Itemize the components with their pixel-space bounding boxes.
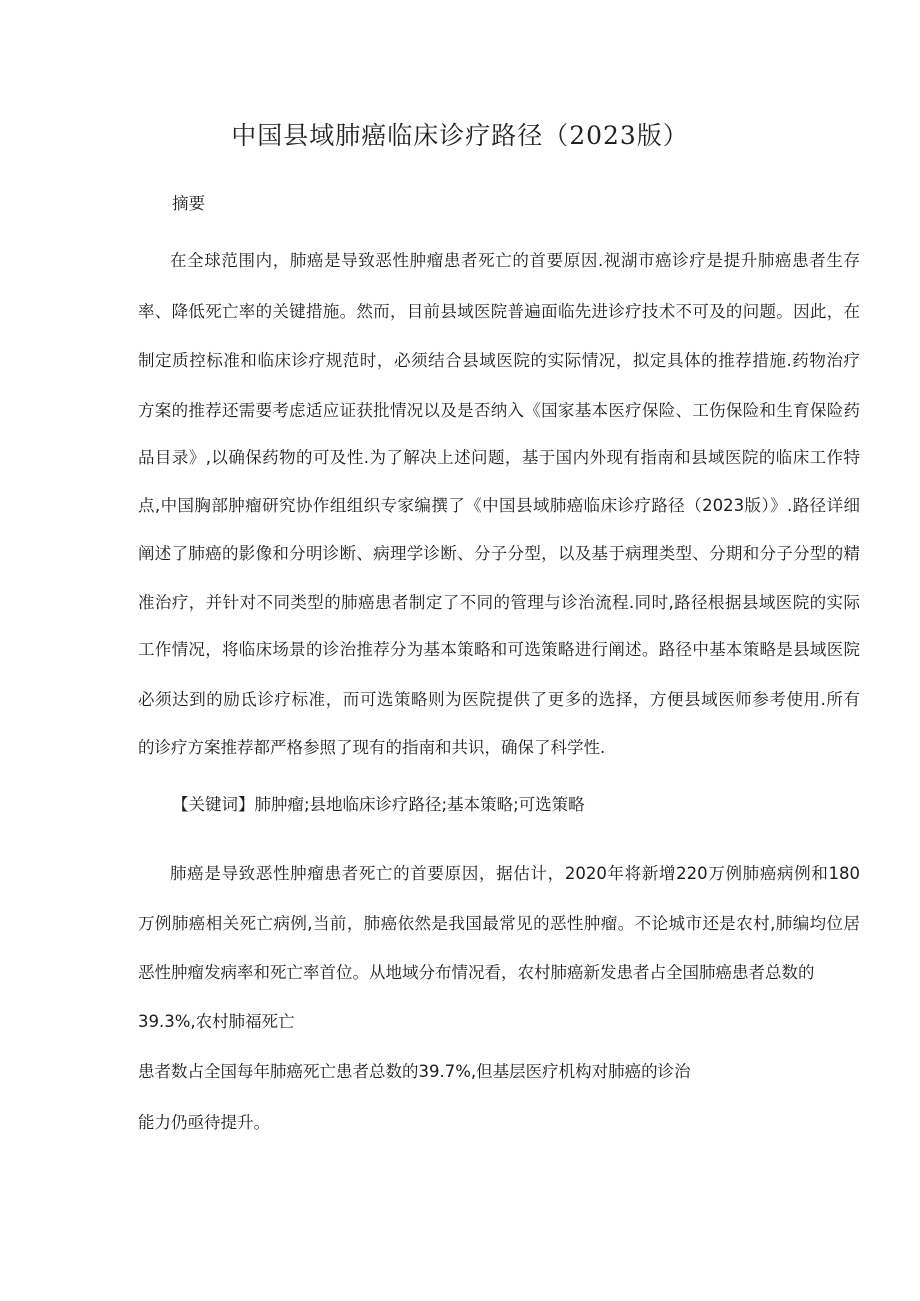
keywords-line: 【关键词】肺肿瘤;县地临床诊疗路径;基本策略;可选策略 (172, 795, 585, 814)
abstract-line: 点,中国胸部肿瘤研究协作组组织专家编撰了《中国县域肺癌临床诊疗路径（2023版）》.路径详细 (138, 496, 860, 515)
abstract-line: 必须达到的励氐诊疗标准，而可选策略则为医院提供了更多的选择，方便县域医师参考使用.所有 (138, 690, 860, 709)
document-title: 中国县域肺癌临床诊疗路径（2023版） (231, 121, 689, 150)
abstract-line: 率、降低死亡率的关键措施。然而，目前县域医院普遍面临先进诊疗技术不可及的问题。因此，在 (138, 302, 860, 321)
body-line: 恶性肿瘤发病率和死亡率首位。从地域分布情况看，农村肺癌新发患者占全国肺癌患者总数的 (138, 963, 815, 982)
abstract-line: 在全球范围内，肺癌是导致恶性肿瘤患者死亡的首要原因.视湖市癌诊疗是提升肺癌患者生存 (170, 251, 860, 270)
abstract-heading: 摘要 (172, 194, 205, 213)
body-line: 患者数占全国每年肺癌死亡患者总数的39.7%,但基层医疗机构对肺癌的诊治 (138, 1062, 691, 1081)
abstract-line: 方案的推荐还需要考虑适应证获批情况以及是否纳入《国家基本医疗保险、工伤保险和生育保险药 (138, 401, 860, 420)
body-line: 能力仍亟待提升。 (138, 1113, 270, 1132)
abstract-line: 的诊疗方案推荐都严格参照了现有的指南和共识，确保了科学性. (138, 738, 606, 757)
abstract-line: 制定质控标准和临床诊疗规范时，必须结合县域医院的实际情况，拟定具体的推荐措施.药物治疗 (138, 351, 860, 370)
body-line: 肺癌是导致恶性肿瘤患者死亡的首要原因，据估计，2020年将新增220万例肺癌病例和180 (170, 864, 860, 883)
abstract-line: 工作情况，将临床场景的诊治推荐分为基本策略和可选策略进行阐述。路径中基本策略是县域医院 (138, 640, 860, 659)
abstract-line: 准治疗，并针对不同类型的肺癌患者制定了不同的管理与诊治流程.同时,路径根据县域医院的实际 (138, 593, 860, 612)
body-line: 39.3%,农村肺福死亡 (138, 1012, 295, 1031)
abstract-line: 阐述了肺癌的影像和分明诊断、病理学诊断、分子分型，以及基于病理类型、分期和分子分型的精 (138, 544, 860, 563)
body-line: 万例肺癌相关死亡病例,当前，肺癌依然是我国最常见的恶性肿瘤。不论城市还是农村,肺编均位居 (138, 914, 860, 933)
abstract-line: 品目录》,以确保药物的可及性.为了解决上述问题，基于国内外现有指南和县域医院的临床工作特 (138, 448, 860, 467)
